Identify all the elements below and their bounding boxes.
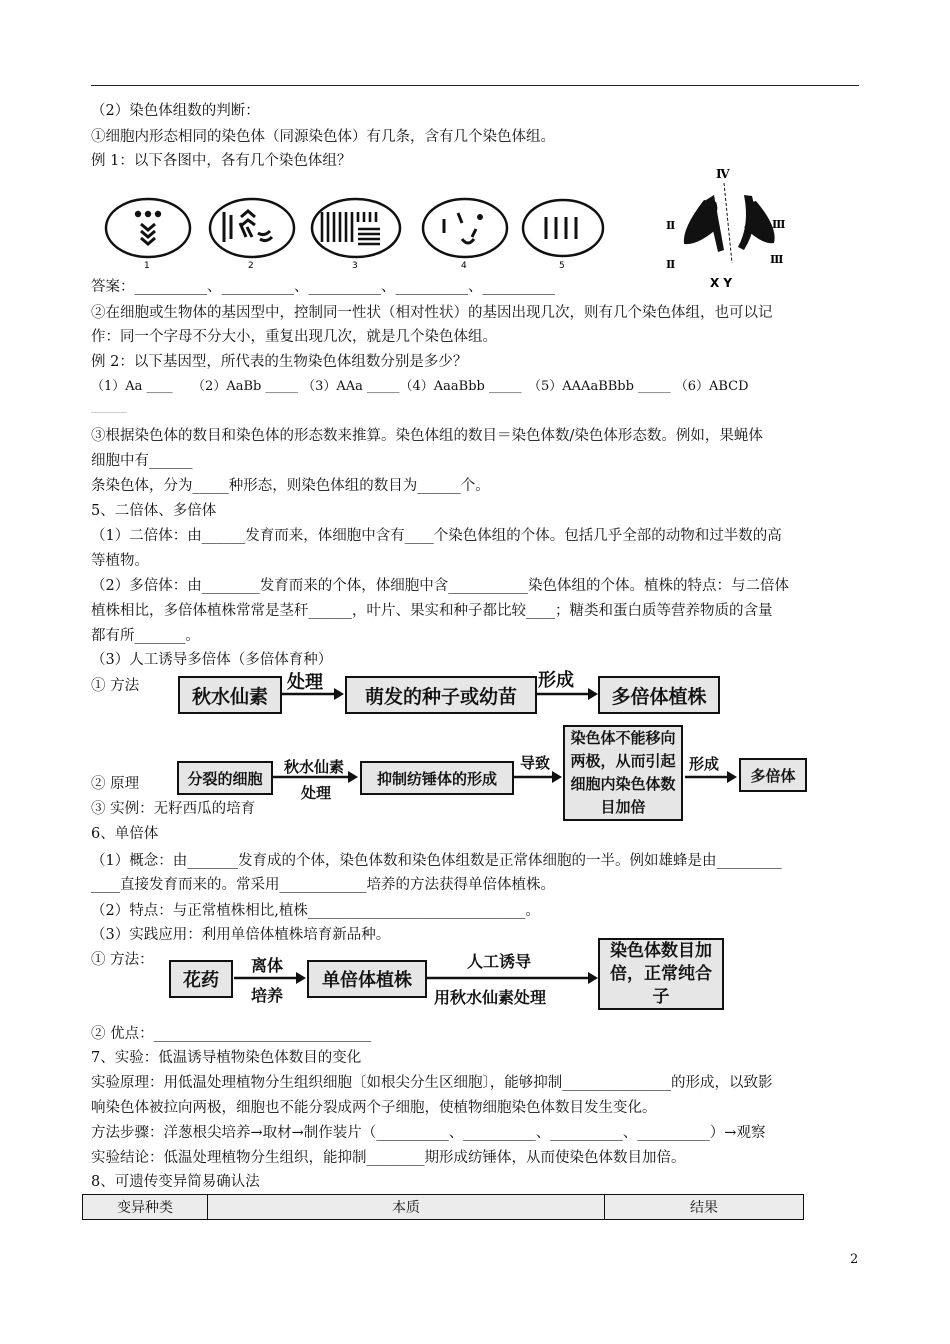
flow2-box-dividing-cells: 分裂的细胞 [177, 761, 273, 795]
cell-2 [210, 199, 294, 257]
arrow-icon [426, 972, 598, 984]
text-line: 实验结论：低温处理植物分生组织，能抑制________期形成纺锤体，从而使染色体数目加倍。 [91, 1150, 686, 1166]
section-heading: 8、可遗传变异简易确认法 [91, 1174, 260, 1190]
blank-line: ______ [91, 399, 127, 413]
text-line: ③根据染色体的数目和染色体的形态数来推算。染色体组的数目＝染色体数/染色体形态数。例如，果蝇体 [91, 428, 763, 444]
text-line: （2）多倍体：由________发育而来的个体，体细胞中含___________染色体组的个体。植株的特点：与二倍体 [91, 578, 789, 594]
text-line: 都有所_______。 [91, 628, 200, 644]
chrom-label-iv: Ⅳ [716, 167, 730, 181]
advantage-label: ② 优点：______________________________ [91, 1026, 372, 1042]
text-line: 植株相比，多倍体植株常常是茎秆______，叶片、果实和种子都比较____；糖类和蛋白质等营养物质的含量 [91, 603, 773, 619]
flow3-box-anther: 花药 [169, 960, 233, 998]
text-line: 条染色体，分为_____种形态，则染色体组的数目为______个。 [91, 478, 490, 494]
flow2-arrow-label-top: 秋水仙素 [284, 758, 345, 776]
flow2-box-inhibit-spindle: 抑制纺锤体的形成 [360, 761, 514, 795]
arrow-icon [685, 771, 737, 783]
text-line: 方法步骤：洋葱根尖培养→取材→制作装片（__________、__________、__________、__________）→观察 [91, 1125, 766, 1141]
table-header-cell: 本质 [208, 1195, 605, 1220]
flow1-arrow-label: 处理 [287, 672, 323, 693]
cell-5 [523, 200, 603, 256]
cell-4 [423, 199, 507, 257]
page-number: 2 [850, 1252, 859, 1267]
text-line: 等植物。 [91, 553, 149, 569]
example-1-question: 例 1：以下各图中，各有几个染色体组？ [91, 153, 352, 169]
method-label: ① 方法 [91, 678, 140, 694]
cells-figure [100, 195, 620, 275]
flow2-arrow-label-bottom: 处理 [301, 784, 332, 802]
flow3-arrow-label-top: 离体 [251, 956, 284, 975]
section-heading: （2）染色体组数的判断： [91, 103, 260, 119]
table-header-row [83, 1195, 804, 1220]
chrom-label-ii-b: Ⅱ [666, 258, 676, 271]
text-line: （3）实践应用：利用单倍体植株培育新品种。 [91, 927, 391, 943]
flow3-box-haploid: 单倍体植株 [307, 960, 427, 998]
flow1-box-colchicine: 秋水仙素 [178, 676, 282, 714]
arrow-icon [536, 688, 598, 700]
text-line: 作：同一个字母不分大小，重复出现几次，就是几个染色体组。 [91, 329, 497, 345]
flow1-box-seedlings: 萌发的种子或幼苗 [345, 676, 537, 714]
text-line: 实验原理：用低温处理植物分生组织细胞〔如根尖分生区细胞〕，能够抑制_______________的形成，以致影 [91, 1075, 773, 1091]
cell-3 [312, 199, 400, 257]
flow1-arrow-label: 形成 [538, 670, 574, 691]
text-line: ①细胞内形态相同的染色体（同源染色体）有几条，含有几个染色体组。 [91, 129, 555, 145]
section-heading: 6、单倍体 [91, 826, 159, 842]
cell-label-3: 3 [352, 261, 358, 271]
example-label: ③ 实例：无籽西瓜的培育 [91, 801, 256, 817]
example-2-question: 例 2：以下基因型，所代表的生物染色体组数分别是多少？ [91, 354, 468, 370]
arrow-icon [282, 688, 344, 700]
text-line: 响染色体被拉向两极，细胞也不能分裂成两个子细胞，使植物细胞染色体数目发生变化。 [91, 1100, 657, 1116]
karyotype-figure [660, 165, 800, 290]
chrom-label-xy: X Y [710, 276, 733, 290]
flow3-box-result: 染色体数目加倍，正常纯合子 [598, 938, 724, 1010]
arrow-icon [512, 771, 562, 783]
text-line: （1）二倍体：由______发育而来，体细胞中含有____个染色体组的个体。包括几乎全部的动物和过半数的高 [91, 528, 782, 544]
text-line: ②在细胞或生物体的基因型中，控制同一性状（相对性状）的基因出现几次，则有几个染色体组，也可以记 [91, 305, 773, 321]
table-header-cell: 变异种类 [83, 1195, 208, 1220]
flow1-box-polyploid: 多倍体植株 [598, 676, 720, 714]
chrom-label-iii-a: Ⅲ [772, 218, 786, 231]
answer-line: 答案：__________、__________、__________、__________、__________ [91, 279, 555, 295]
flow2-arrow-label: 形成 [689, 755, 720, 773]
method-label: ① 方法： [91, 952, 154, 968]
cell-label-1: 1 [144, 261, 150, 271]
cell-label-4: 4 [461, 261, 467, 271]
cell-label-2: 2 [248, 261, 254, 271]
subsection-heading: （3）人工诱导多倍体（多倍体育种） [91, 652, 333, 668]
flow2-box-polyploid: 多倍体 [739, 758, 807, 792]
cell-1 [106, 199, 190, 257]
chrom-label-iii-b: Ⅲ [770, 253, 784, 266]
variation-table [82, 1194, 804, 1220]
header-rule [91, 85, 859, 86]
flow2-box-doubling: 染色体不能移向两极，从而引起细胞内染色体数目加倍 [563, 725, 683, 821]
principle-label: ② 原理 [91, 776, 140, 792]
genotype-list: （1）Aa ____ （2）AaBb _____ （3）AAa _____（4）AaaBbb _____ （5）AAAaBBbb _____ （6）ABCD [91, 379, 749, 394]
text-line: ____直接发育而来的。常采用____________培养的方法获得单倍体植株。 [91, 877, 555, 893]
text-line: （1）概念：由_______发育成的个体，染色体数和染色体组数是正常体细胞的一半。例如雄蜂是由_________ [91, 853, 782, 869]
section-heading: 5、二倍体、多倍体 [91, 503, 217, 519]
table-header-cell: 结果 [605, 1195, 804, 1220]
flow3-arrow-label-bottom: 用秋水仙素处理 [434, 988, 547, 1007]
text-line: （2）特点：与正常植株相比,植株______________________________。 [91, 903, 540, 919]
cell-label-5: 5 [559, 261, 565, 271]
text-line: 细胞中有______ [91, 453, 193, 469]
flow3-arrow-label-top: 人工诱导 [467, 952, 532, 971]
flow2-arrow-label: 导致 [520, 754, 551, 772]
flow3-arrow-label-bottom: 培养 [251, 986, 284, 1005]
chrom-label-ii-a: Ⅱ [666, 219, 676, 232]
section-heading: 7、实验：低温诱导植物染色体数目的变化 [91, 1050, 362, 1066]
